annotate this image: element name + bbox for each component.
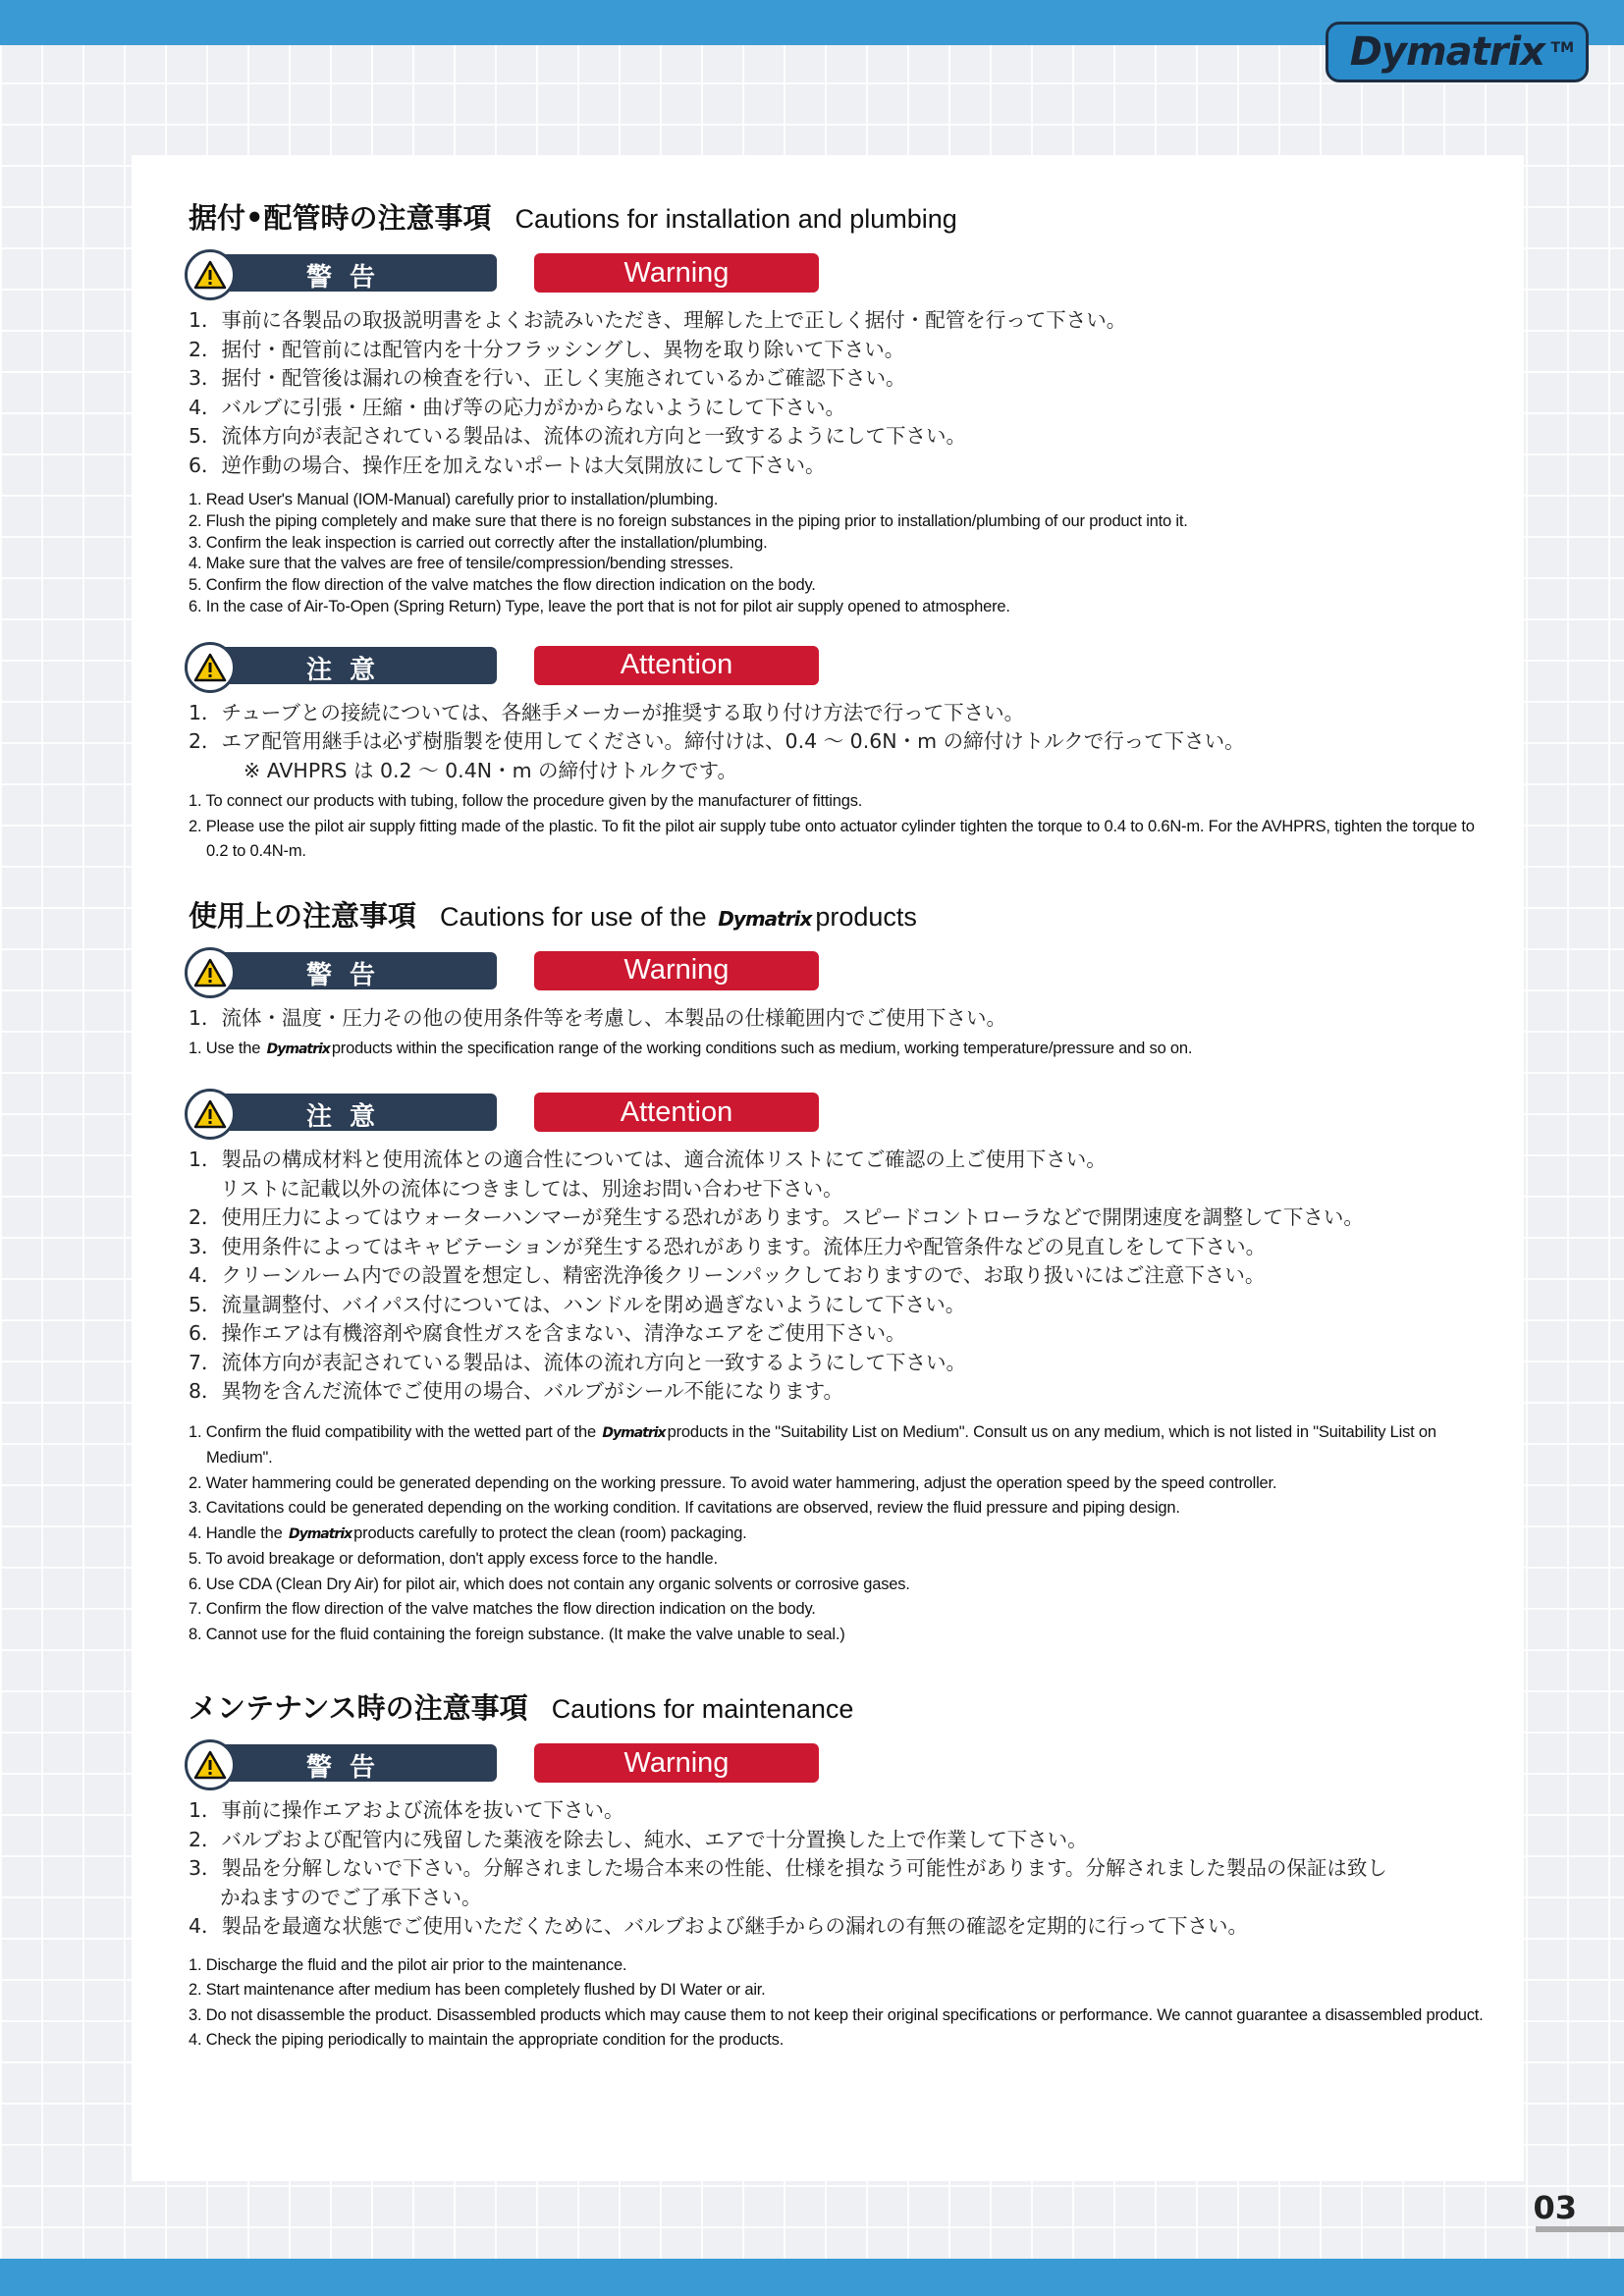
list-item: 4. Make sure that the valves are free of tensile/compression/bending stresses. [189, 555, 733, 573]
list-item: 5．流量調整付、バイパス付については、ハンドルを閉め過ぎないようにして下さい。 [189, 1292, 966, 1316]
badge-label-jp: 注意 [306, 1102, 394, 1133]
list-item: 2．バルブおよび配管内に残留した薬液を除去し、純水、エアで十分置換した上で作業して下さい。 [189, 1827, 1088, 1851]
bottom-bar [0, 2259, 1624, 2296]
list-item: 1. Discharge the fluid and the pilot air prior to the maintenance. [189, 1955, 627, 1974]
list-item: 1．事前に各製品の取扱説明書をよくお読みいただき、理解した上で正しく据付・配管を行って下さい。 [189, 308, 1127, 332]
badge-label-dark [189, 1094, 497, 1131]
warning-jp-list [189, 1796, 1485, 1942]
badge-label-en: Warning [534, 951, 819, 990]
section-title-jp: 据付•配管時の注意事項 [189, 201, 492, 235]
text-post: products carefully to protect the clean (room) packaging. [353, 1523, 747, 1542]
warning-badge [189, 251, 1485, 294]
attention-badge [189, 644, 1485, 687]
content-panel [132, 155, 1524, 2181]
brand-mini-logo: Dymatrix [602, 1424, 666, 1441]
list-item: 5. Confirm the flow direction of the valve matches the flow direction indication on the body. [189, 576, 816, 595]
list-item: 1．事前に操作エアおよび流体を抜いて下さい。 [189, 1798, 624, 1823]
brand-tm: TM [1550, 40, 1574, 56]
brand-logo [1326, 22, 1589, 82]
attention-jp-list [189, 699, 1485, 786]
warning-en-list [189, 490, 1485, 618]
list-item: 4．クリーンルーム内での設置を想定し、精密洗浄後クリーンパックしておりますので、お取り扱いにはご注意下さい。 [189, 1263, 1266, 1288]
list-item: 4. Check the piping periodically to maintain the appropriate condition for the products. [189, 2031, 785, 2050]
list-item: 2．据付・配管前には配管内を十分フラッシングし、異物を取り除いて下さい。 [189, 337, 905, 361]
list-item: 1．流体・温度・圧力その他の使用条件等を考慮し、本製品の仕様範囲内でご使用下さい。 [189, 1005, 1007, 1030]
brand-name: Dymatrix [1349, 29, 1544, 75]
section-title-en-pre: Cautions for use of the [440, 901, 707, 932]
badge-label-en: Attention [534, 646, 819, 685]
section-title-en [440, 902, 917, 933]
badge-label-dark [189, 647, 497, 684]
badge-label-en: Warning [534, 253, 819, 293]
warning-triangle-icon [185, 249, 236, 300]
list-item: 3．使用条件によってはキャビテーションが発生する恐れがあります。流体圧力や配管条件などの見直しをして下さい。 [189, 1234, 1267, 1258]
attention-jp-list [189, 1146, 1485, 1407]
list-item: 7. Confirm the flow direction of the valve matches the flow direction indication on the body. [189, 1600, 816, 1619]
attention-en-list [189, 1420, 1485, 1648]
text-pre: 1. Use the [189, 1040, 261, 1058]
badge-label-dark [189, 1744, 497, 1782]
badge-label-en: Warning [534, 1743, 819, 1783]
warning-badge [189, 949, 1485, 992]
section-title-install [189, 196, 1485, 235]
badge-label-jp: 注意 [306, 655, 394, 685]
list-item [189, 1522, 1485, 1548]
section-title-use [189, 894, 1485, 933]
warning-badge [189, 1741, 1485, 1785]
list-item: 2．エア配管用継手は必ず樹脂製を使用してください。締付けは、0.4 ～ 0.6N・m の締付けトルクで行って下さい。 [189, 729, 1245, 754]
badge-label-en: Attention [534, 1093, 819, 1132]
list-item: 4．製品を最適な状態でご使用いただくために、バルブおよび継手からの漏れの有無の確認を定期的に行って下さい。 [189, 1914, 1249, 1939]
list-item [189, 1420, 1485, 1471]
list-item: ※ AVHPRS は 0.2 ～ 0.4N・m の締付けトルクです。 [244, 758, 738, 782]
section-title-jp: メンテナンス時の注意事項 [189, 1691, 528, 1726]
list-item: リストに記載以外の流体につきましては、別途お問い合わせ下さい。 [220, 1176, 843, 1201]
list-item: 1．チューブとの接続については、各継手メーカーが推奨する取り付け方法で行って下さい。 [189, 700, 1025, 724]
brand-mini-logo: Dymatrix [266, 1041, 330, 1058]
text-pre: 4. Handle the [189, 1523, 283, 1542]
list-item: 3. Do not disassemble the product. Disassembled products which may cause them to not keep their original specifications or performance. We cannot guarantee a disassembled product. [189, 2005, 1484, 2024]
brand-mini-logo: Dymatrix [718, 906, 812, 931]
list-item: 2. Flush the piping completely and make sure that there is no foreign substances in the piping prior to installation/plumbing of our product into it. [189, 511, 1188, 530]
list-item: 5. To avoid breakage or deformation, don't apply excess force to the handle. [189, 1550, 718, 1569]
list-item: 4．バルブに引張・圧縮・曲げ等の応力がかからないようにして下さい。 [189, 395, 846, 419]
section-title-en: Cautions for maintenance [551, 1694, 854, 1725]
warning-jp-list [189, 306, 1485, 480]
list-item [189, 1039, 1485, 1061]
text-pre: 1. Confirm the fluid compatibility with the wetted part of the [189, 1422, 596, 1441]
text-post: products within the specification range of the working conditions such as medium, working temperature/pressure and so on. [331, 1040, 1193, 1058]
content [189, 196, 1485, 2054]
warning-triangle-icon [185, 947, 236, 998]
list-item: 8．異物を含んだ流体でご使用の場合、バルブがシール不能になります。 [189, 1379, 843, 1404]
attention-badge [189, 1091, 1485, 1134]
list-item: 6．逆作動の場合、操作圧を加えないポートは大気開放にして下さい。 [189, 453, 826, 477]
text-post: products in the "Suitability List on Medium". Consult us on any medium, which is not listed in "Suitability List on Medium". [206, 1422, 1436, 1468]
list-item: 2．使用圧力によってはウォーターハンマーが発生する恐れがあります。スピードコントローラなどで開閉速度を調整して下さい。 [189, 1205, 1364, 1230]
list-item: 2. Start maintenance after medium has been completely flushed by DI Water or air. [189, 1981, 766, 2000]
list-item: 6. In the case of Air-To-Open (Spring Return) Type, leave the port that is not for pilot air supply opened to atmosphere. [189, 597, 1010, 615]
list-item: 3. Confirm the leak inspection is carried out correctly after the installation/plumbing. [189, 533, 768, 552]
warning-en-list [189, 1039, 1485, 1061]
list-item: 2. Please use the pilot air supply fitting made of the plastic. To fit the pilot air supply tube onto actuator cylinder tighten the torque to 0.4 to 0.6N-m. For the AVHPRS, tighten the torque to 0.2 to 0.4N-m. [189, 817, 1475, 861]
list-item: 3．据付・配管後は漏れの検査を行い、正しく実施されているかご確認下さい。 [189, 366, 906, 390]
list-item: 7．流体方向が表記されている製品は、流体の流れ方向と一致するようにして下さい。 [189, 1350, 967, 1374]
list-item: 8. Cannot use for the fluid containing the foreign substance. (It make the valve unable to seal.) [189, 1625, 845, 1643]
list-item: 1. Read User's Manual (IOM-Manual) carefully prior to installation/plumbing. [189, 491, 719, 508]
badge-label-jp: 警告 [306, 263, 394, 293]
section-title-en: Cautions for installation and plumbing [514, 204, 957, 234]
page-number-underline [1536, 2226, 1624, 2232]
warning-jp-list [189, 1004, 1485, 1034]
badge-label-jp: 警告 [306, 960, 394, 990]
list-item: 5．流体方向が表記されている製品は、流体の流れ方向と一致するようにして下さい。 [189, 424, 967, 448]
list-item: 6. Use CDA (Clean Dry Air) for pilot air, which does not contain any organic solvents or corrosive gases. [189, 1575, 910, 1593]
warning-triangle-icon [185, 1089, 236, 1140]
section-title-jp: 使用上の注意事項 [189, 898, 417, 933]
list-item: かねますのでご了承下さい。 [220, 1885, 482, 1909]
list-item: 1. To connect our products with tubing, follow the procedure given by the manufacturer of fittings. [189, 792, 863, 811]
list-item: 6．操作エアは有機溶剤や腐食性ガスを含まない、清浄なエアをご使用下さい。 [189, 1321, 906, 1346]
warning-triangle-icon [185, 642, 236, 693]
section-title-maint [189, 1686, 1485, 1726]
warning-triangle-icon [185, 1739, 236, 1790]
warning-en-list [189, 1953, 1485, 2054]
list-item: 1．製品の構成材料と使用流体との適合性については、適合流体リストにてご確認の上ご使用下さい。 [189, 1148, 1107, 1172]
section-title-en-post: products [815, 901, 917, 932]
list-item: 3．製品を分解しないで下さい。分解されました場合本来の性能、仕様を損なう可能性があります。分解されました製品の保証は致し [189, 1856, 1387, 1881]
list-item: 3. Cavitations could be generated depending on the working condition. If cavitations are observed, review the fluid pressure and piping design. [189, 1499, 1180, 1518]
attention-en-list [189, 789, 1485, 865]
badge-label-dark [189, 952, 497, 989]
page-number: 03 [1533, 2189, 1577, 2226]
list-item: 2. Water hammering could be generated depending on the working pressure. To avoid water hammering, adjust the operation speed by the speed controller. [189, 1473, 1277, 1492]
brand-mini-logo: Dymatrix [288, 1525, 352, 1542]
badge-label-jp: 警告 [306, 1753, 394, 1784]
badge-label-dark [189, 254, 497, 292]
